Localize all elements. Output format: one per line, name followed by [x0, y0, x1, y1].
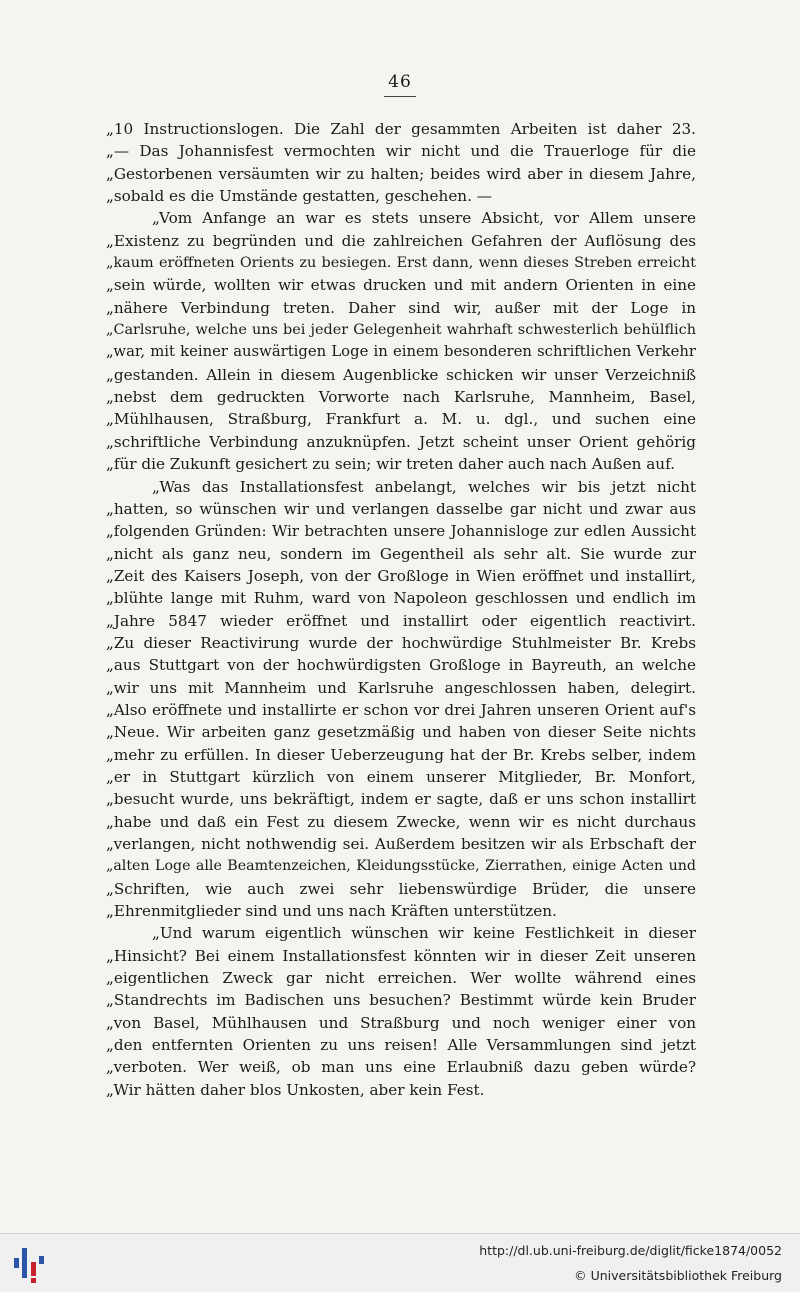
text-line: „Also eröffnete und installirte er schon vor drei Jahren unseren Orient auf's	[106, 700, 696, 719]
text-line: „Zu dieser Reactivirung wurde der hochwürdige Stuhlmeister Br. Krebs	[106, 633, 696, 652]
text-line: „Jahre 5847 wieder eröffnet und installirt oder eigentlich reactivirt.	[106, 611, 696, 630]
text-line: „Carlsruhe, welche uns bei jeder Gelegenheit wahrhaft schwesterlich behülflich	[106, 322, 696, 339]
library-logo-icon[interactable]	[12, 1242, 52, 1284]
text-line: „Neue. Wir arbeiten ganz gesetzmäßig und haben von dieser Seite nichts	[106, 723, 696, 742]
text-line: „er in Stuttgart kürzlich von einem unserer Mitglieder, Br. Monfort,	[106, 767, 696, 786]
page-number: 46	[388, 72, 412, 92]
text-line: „wir uns mit Mannheim und Karlsruhe angeschlossen haben, delegirt.	[106, 678, 696, 697]
footer-url-link[interactable]: http://dl.ub.uni-freiburg.de/diglit/ficke1874/0052	[479, 1243, 782, 1258]
text-line: „mehr zu erfüllen. In dieser Ueberzeugung hat der Br. Krebs selber, indem	[106, 745, 696, 764]
text-line: „Zeit des Kaisers Joseph, von der Großloge in Wien eröffnet und installirt,	[106, 566, 696, 585]
footer-bar	[0, 1233, 800, 1292]
text-line: „sein würde, wollten wir etwas drucken und mit andern Orienten in eine	[106, 276, 696, 295]
text-line: „Wir hätten daher blos Unkosten, aber kein Fest.	[106, 1080, 485, 1099]
text-line: „Was das Installationsfest anbelangt, welches wir bis jetzt nicht	[152, 477, 696, 496]
text-line: „kaum eröffneten Orients zu besiegen. Erst dann, wenn dieses Streben erreicht	[106, 255, 696, 272]
text-line: „Schriften, wie auch zwei sehr liebenswürdige Brüder, die unsere	[106, 879, 696, 898]
text-line: „nähere Verbindung treten. Daher sind wir, außer mit der Loge in	[106, 298, 696, 317]
text-line: „schriftliche Verbindung anzuknüpfen. Jetzt scheint unser Orient gehörig	[106, 432, 696, 451]
text-line: „verlangen, nicht nothwendig sei. Außerdem besitzen wir als Erbschaft der	[106, 835, 696, 853]
text-line: „eigentlichen Zweck gar nicht erreichen. Wer wollte während eines	[106, 969, 696, 988]
text-line: „alten Loge alle Beamtenzeichen, Kleidungsstücke, Zierrathen, einige Acten und	[106, 858, 696, 875]
text-line: „Hinsicht? Bei einem Installationsfest könnten wir in dieser Zeit unseren	[106, 946, 696, 965]
text-line: „verboten. Wer weiß, ob man uns eine Erlaubniß dazu geben würde?	[106, 1058, 696, 1077]
text-line: „hatten, so wünschen wir und verlangen dasselbe gar nicht und zwar aus	[106, 499, 696, 518]
text-line: „10 Instructionslogen. Die Zahl der gesammten Arbeiten ist daher 23.	[106, 120, 696, 138]
footer-copyright: © Universitätsbibliothek Freiburg	[574, 1268, 782, 1283]
text-line: „nebst dem gedruckten Vorworte nach Karlsruhe, Mannheim, Basel,	[106, 388, 696, 407]
text-line: „den entfernten Orienten zu uns reisen! Alle Versammlungen sind jetzt	[106, 1036, 696, 1055]
body-text	[106, 118, 696, 1101]
text-line: „— Das Johannisfest vermochten wir nicht und die Trauerloge für die	[106, 142, 696, 161]
text-line: „habe und daß ein Fest zu diesem Zwecke, wenn wir es nicht durchaus	[106, 812, 696, 831]
text-line: „aus Stuttgart von der hochwürdigsten Großloge in Bayreuth, an welche	[106, 656, 696, 675]
text-line: „nicht als ganz neu, sondern im Gegentheil als sehr alt. Sie wurde zur	[106, 544, 696, 563]
text-line: „sobald es die Umstände gestatten, geschehen. —	[106, 187, 492, 206]
text-line: „blühte lange mit Ruhm, ward von Napoleon geschlossen und endlich im	[106, 589, 696, 608]
text-line: „war, mit keiner auswärtigen Loge in einem besonderen schriftlichen Verkehr	[106, 343, 696, 361]
text-line: „Ehrenmitglieder sind und uns nach Kräften unterstützen.	[106, 902, 557, 921]
text-line: „Vom Anfange an war es stets unsere Absicht, vor Allem unsere	[152, 209, 696, 228]
page-number-rule	[384, 96, 416, 97]
text-line: „Gestorbenen versäumten wir zu halten; beides wird aber in diesem Jahre,	[106, 164, 696, 183]
text-line: „Und warum eigentlich wünschen wir keine Festlichkeit in dieser	[152, 924, 696, 943]
text-line: „Mühlhausen, Straßburg, Frankfurt a. M. u. dgl., und suchen eine	[106, 410, 696, 429]
text-line: „für die Zukunft gesichert zu sein; wir treten daher auch nach Außen auf.	[106, 455, 675, 474]
text-line: „Existenz zu begründen und die zahlreichen Gefahren der Auflösung des	[106, 231, 696, 250]
text-line: „besucht wurde, uns bekräftigt, indem er sagte, daß er uns schon installirt	[106, 790, 696, 809]
text-line: „von Basel, Mühlhausen und Straßburg und noch weniger einer von	[106, 1013, 696, 1032]
text-line: „Standrechts im Badischen uns besuchen? Bestimmt würde kein Bruder	[106, 991, 696, 1010]
text-line: „folgenden Gründen: Wir betrachten unsere Johannisloge zur edlen Aussicht	[106, 522, 696, 541]
text-line: „gestanden. Allein in diesem Augenblicke schicken wir unser Verzeichniß	[106, 365, 696, 384]
